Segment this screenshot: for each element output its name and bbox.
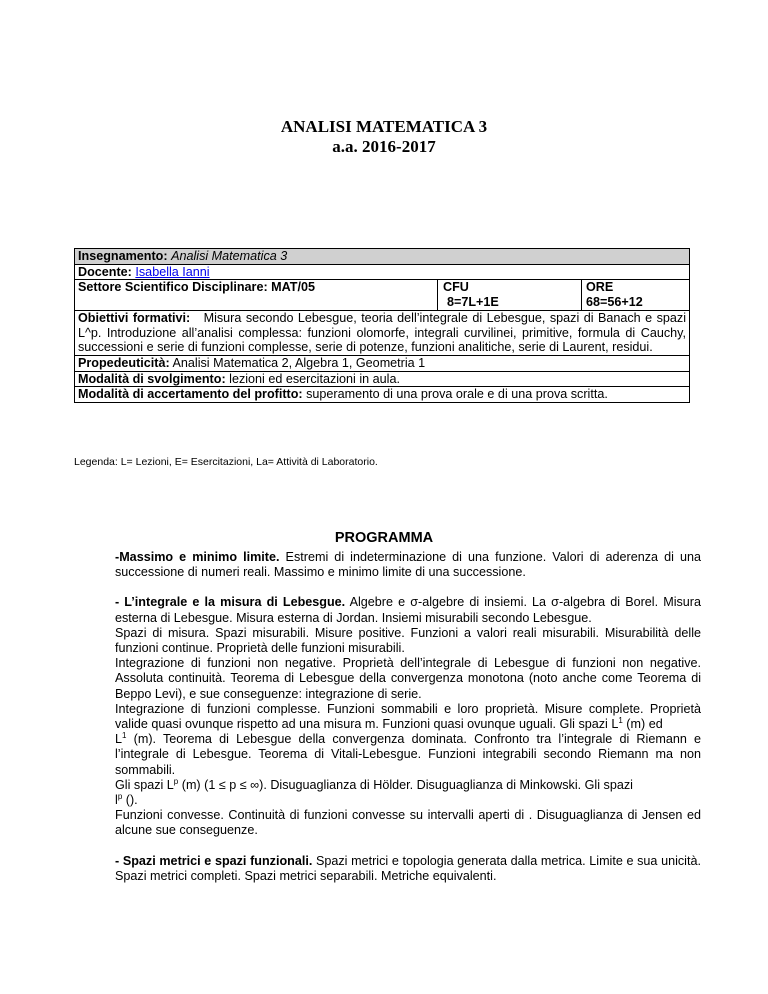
insegnamento-label: Insegnamento: bbox=[78, 249, 168, 263]
insegnamento-value: Analisi Matematica 3 bbox=[171, 249, 288, 263]
paragraph bbox=[115, 793, 701, 808]
cfu-label: CFU bbox=[443, 280, 469, 295]
text-run: (m) ed bbox=[622, 717, 663, 732]
section-text: Estremi di indeterminazione di una funzione. Valori di aderenza di una successione di numeri reali. Massimo e minimo limite di una successione. bbox=[115, 550, 701, 580]
text-run: (m) (1 ≤ p ≤ ∞). Disuguaglianza di Hölder. Disuguaglianza di Minkowski. Gli spazi bbox=[178, 777, 633, 792]
text-run: (). bbox=[122, 793, 138, 808]
docente-link[interactable]: Isabella Ianni bbox=[135, 264, 210, 279]
section-text: Spazi metrici e topologia generata dalla metrica. Limite e sua unicità. Spazi metrici completi. Spazi metrici separabili. Metriche equivalenti. bbox=[115, 853, 701, 883]
section-title: - Spazi metrici e spazi funzionali. bbox=[115, 853, 313, 868]
course-title: ANALISI MATEMATICA 3 bbox=[280, 117, 488, 136]
text-run: l bbox=[115, 793, 118, 808]
row-accertamento bbox=[75, 387, 690, 403]
text-run: (m). Teorema di Lebesgue della convergenza dominata. Confronto tra l’integrale di Riemann e l’integrale di Lebesgue. Teorema di Vitali-Lebesgue. Funzioni integrabili secondo Riemann ma non sommabili. bbox=[115, 732, 701, 777]
legend-note: Legenda: L= Lezioni, E= Esercitazioni, La= Attività di Laboratorio. bbox=[74, 456, 378, 468]
row-insegnamento bbox=[75, 249, 690, 265]
cell-divider bbox=[437, 279, 438, 311]
obiettivi-value: Misura secondo Lebesgue, teoria dell’integrale di Lebesgue, spazi di Banach e spazi L^p. Introduzione all’analisi complessa: funzioni olomorfe, integrali curvilinei, primitive, formula di Cauchy, successioni e serie di funzioni complesse, serie di potenze, funzioni analitiche, serie di Laurent, residui. bbox=[78, 311, 686, 355]
programma-body bbox=[115, 550, 701, 884]
ore-cell bbox=[586, 280, 643, 309]
paragraph bbox=[115, 732, 701, 778]
section-title: - L’integrale e la misura di Lebesgue. bbox=[115, 595, 346, 610]
accertamento-label: Modalità di accertamento del profitto: bbox=[78, 387, 303, 402]
text-run: L bbox=[115, 732, 123, 747]
text-run: Gli spazi L bbox=[115, 777, 174, 792]
accertamento-value: superamento di una prova orale e di una prova scritta. bbox=[306, 387, 608, 402]
row-docente bbox=[75, 264, 690, 280]
section-spazi-metrici bbox=[115, 854, 701, 884]
section-lebesgue bbox=[115, 595, 701, 625]
paragraph: Funzioni convesse. Continuità di funzioni convesse su intervalli aperti di . Disuguaglianza di Jensen ed alcune sue conseguenze. bbox=[115, 808, 701, 838]
paragraph: Spazi di misura. Spazi misurabili. Misure positive. Funzioni a valori reali misurabili. Misurabilità delle funzioni continue. Proprietà delle funzioni misurabili. bbox=[115, 625, 701, 656]
superscript: p bbox=[117, 791, 123, 801]
ore-label: ORE bbox=[586, 280, 614, 295]
text-run: Integrazione di funzioni complesse. Funzioni sommabili e loro proprietà. Misure complete. Proprietà valide quasi ovunque rispetto ad una misura m. Funzioni quasi ovunque uguali. Gli spazi L bbox=[115, 701, 701, 732]
svolgimento-value: lezioni ed esercitazioni in aula. bbox=[229, 371, 400, 386]
docente-label: Docente: bbox=[78, 264, 132, 279]
cfu-cell bbox=[443, 280, 499, 309]
paragraph bbox=[115, 702, 701, 732]
section-massimo-minimo bbox=[115, 550, 701, 580]
row-svolgimento bbox=[75, 371, 690, 387]
superscript: p bbox=[173, 776, 179, 786]
row-settore bbox=[75, 280, 690, 311]
paragraph: Integrazione di funzioni non negative. Proprietà dell’integrale di Lebesgue di funzioni non negative. Assoluta continuità. Teorema di Lebesgue della convergenza monotona (noto anche come Teorema di Beppo Levi), e sue conseguenze: integrazione di serie. bbox=[115, 656, 701, 701]
cfu-value: 8=7L+1E bbox=[447, 294, 499, 309]
settore-label: Settore Scientifico Disciplinare: MAT/05 bbox=[78, 280, 316, 295]
superscript: 1 bbox=[618, 715, 623, 725]
propedeuticita-label: Propedeuticità: bbox=[78, 355, 170, 370]
row-obiettivi bbox=[75, 311, 690, 356]
paragraph bbox=[115, 778, 701, 793]
obiettivi-label: Obiettivi formativi: bbox=[78, 311, 191, 326]
svolgimento-label: Modalità di svolgimento: bbox=[78, 371, 226, 386]
ore-value: 68=56+12 bbox=[586, 294, 643, 309]
section-text: Algebre e σ-algebre di insiemi. La σ-algebra di Borel. Misura esterna di Lebesgue. Misura esterna di Jordan. Insiemi misurabili secondo Lebesgue. bbox=[115, 595, 701, 625]
section-title: -Massimo e minimo limite. bbox=[115, 550, 280, 564]
propedeuticita-value: Analisi Matematica 2, Algebra 1, Geometria 1 bbox=[172, 355, 426, 370]
superscript: 1 bbox=[122, 731, 127, 741]
course-title-block bbox=[0, 117, 768, 157]
row-propedeuticita bbox=[75, 355, 690, 371]
programma-heading: PROGRAMMA bbox=[334, 530, 434, 546]
academic-year: a.a. 2016-2017 bbox=[332, 137, 436, 156]
cell-divider bbox=[581, 279, 582, 311]
course-info-table bbox=[74, 248, 690, 403]
